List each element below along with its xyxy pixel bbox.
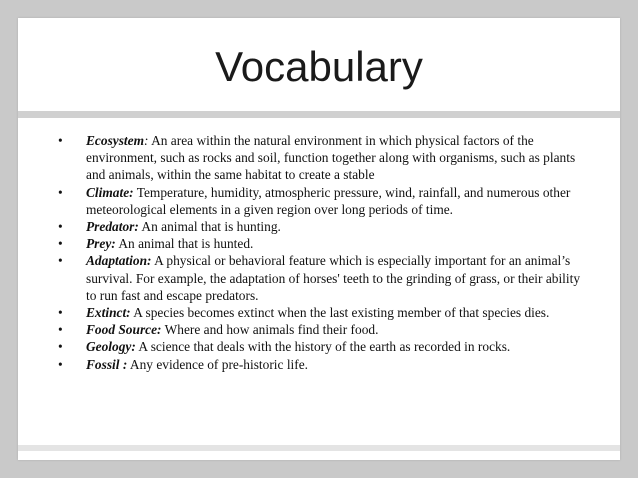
title-divider xyxy=(18,111,620,118)
bullet-icon: • xyxy=(58,236,63,252)
list-item xyxy=(58,252,586,304)
term: Extinct: xyxy=(86,305,131,321)
term-separator: : xyxy=(144,133,149,148)
title-area xyxy=(18,18,620,108)
definition: Any evidence of pre-historic life. xyxy=(127,356,309,372)
term: Fossil : xyxy=(86,356,128,372)
list-item xyxy=(58,356,586,373)
bullet-icon: • xyxy=(58,133,63,148)
list-item xyxy=(58,184,586,218)
definition: A science that deals with the history of the earth as recorded in rocks. xyxy=(135,339,511,355)
footer-divider xyxy=(18,445,620,451)
definition: Temperature, humidity, atmospheric pressure, wind, rainfall, and numerous other meteorological elements in a given region over long periods of time. xyxy=(86,184,571,217)
definition: An area within the natural environment in which physical factors of the environment, such as rocks and soil, function together along with organisms, such as plants and animals, within the same habitat to create a stable xyxy=(86,133,576,183)
definition: Where and how animals find their food. xyxy=(161,322,379,338)
term: Climate: xyxy=(86,184,134,200)
list-item xyxy=(58,218,586,235)
term: Geology: xyxy=(86,339,136,355)
slide xyxy=(18,18,620,460)
list-item xyxy=(58,321,586,338)
term: Predator: xyxy=(86,219,139,235)
list-item xyxy=(58,132,586,184)
slide-title: Vocabulary xyxy=(215,43,423,90)
term: Adaptation: xyxy=(86,253,152,269)
list-item xyxy=(58,235,586,252)
bullet-icon: • xyxy=(58,339,63,355)
term: Ecosystem xyxy=(86,133,145,148)
vocabulary-list xyxy=(58,132,586,373)
bullet-icon: • xyxy=(58,219,63,235)
definition: An animal that is hunting. xyxy=(138,219,281,235)
term: Food Source: xyxy=(86,322,162,338)
bullet-icon: • xyxy=(58,305,63,321)
definition: A species becomes extinct when the last existing member of that species dies. xyxy=(130,305,550,321)
bullet-icon: • xyxy=(58,322,63,338)
term: Prey: xyxy=(86,236,116,252)
definition: A physical or behavioral feature which is especially important for an animal’s survival. For example, the adaptation of horses' teeth to the grinding of grass, or their ability to run fast and escape predators. xyxy=(86,253,581,303)
list-item xyxy=(58,304,586,321)
bullet-icon: • xyxy=(58,184,63,200)
list-item xyxy=(58,338,586,355)
bullet-icon: • xyxy=(58,253,63,269)
definition: An animal that is hunted. xyxy=(115,236,254,252)
bullet-icon: • xyxy=(58,356,63,372)
